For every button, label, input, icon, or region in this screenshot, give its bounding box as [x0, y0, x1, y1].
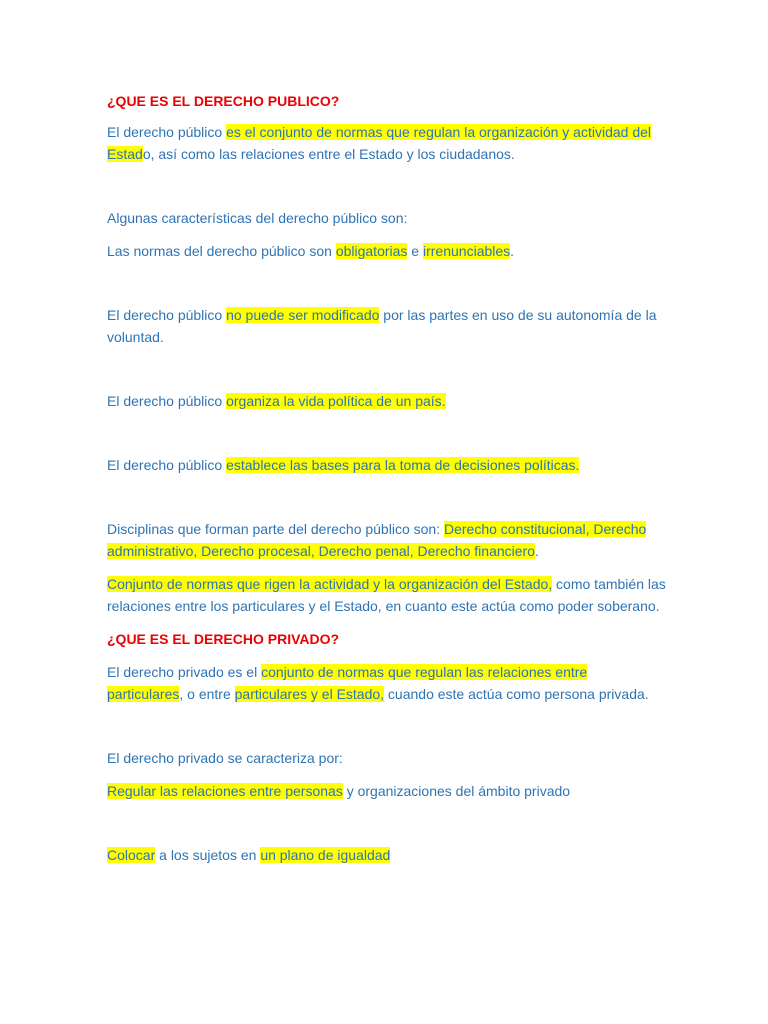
- text-run: .: [510, 243, 515, 259]
- highlighted-text: Conjunto de normas que rigen la actividad y la organización del Estado,: [107, 576, 553, 592]
- text-run: El derecho privado se caracteriza por:: [107, 750, 343, 766]
- text-run: como también las relaciones entre los particulares y el Estado, en cuanto este actúa como poder soberano.: [107, 576, 666, 614]
- document-body: [107, 90, 667, 866]
- text-run: , o entre: [179, 686, 235, 702]
- highlighted-text: no puede ser modificado: [226, 307, 380, 323]
- paragraph-disciplinas: [107, 518, 667, 562]
- text-run: a los sujetos en: [155, 847, 261, 863]
- paragraph-conjunto-normas: [107, 573, 667, 617]
- highlighted-text: Colocar: [107, 847, 156, 863]
- text-run: El derecho público: [107, 457, 227, 473]
- text-run: El derecho privado es el: [107, 664, 262, 680]
- paragraph-normas-obligatorias: [107, 240, 667, 262]
- paragraph-definicion-publico: [107, 121, 667, 165]
- highlighted-text: particulares y el Estado,: [234, 686, 385, 702]
- paragraph-privado-caracteriza: [107, 747, 667, 769]
- text-run: e: [407, 243, 423, 259]
- heading-derecho-publico: ¿QUE ES EL DERECHO PUBLICO?: [107, 93, 340, 109]
- highlighted-text: organiza la vida política de un país.: [226, 393, 446, 409]
- text-run: .: [535, 543, 539, 559]
- highlighted-text: conjunto de normas que regulan las relaciones entre particulares: [107, 664, 588, 702]
- highlighted-text: es el conjunto de normas que regulan la organización y actividad del Estad: [107, 124, 652, 162]
- text-run: o, así como las relaciones entre el Estado y los ciudadanos.: [142, 146, 515, 162]
- text-run: por las partes en uso de su autonomía de la voluntad.: [107, 307, 657, 345]
- paragraph-definicion-privado: [107, 661, 667, 705]
- text-run: El derecho público: [107, 124, 227, 140]
- text-run: El derecho público: [107, 393, 227, 409]
- highlighted-text: Regular las relaciones entre personas: [107, 783, 343, 799]
- highlighted-text: establece las bases para la toma de decisiones políticas.: [226, 457, 580, 473]
- paragraph-establece-bases: [107, 454, 667, 476]
- paragraph-regular-relaciones: [107, 780, 667, 802]
- text-run: Las normas del derecho público son: [107, 243, 336, 259]
- highlighted-text: irrenunciables: [423, 243, 511, 259]
- paragraph-no-modificado: [107, 304, 667, 348]
- highlighted-text: un plano de igualdad: [260, 847, 391, 863]
- highlighted-text: Derecho constitucional, Derecho administrativo, Derecho procesal, Derecho penal, Derecho financiero: [107, 521, 647, 559]
- text-run: El derecho público: [107, 307, 227, 323]
- text-run: Disciplinas que forman parte del derecho público son:: [107, 521, 444, 537]
- paragraph-caracteristicas-intro: [107, 207, 667, 229]
- text-run: cuando este actúa como persona privada.: [384, 686, 649, 702]
- paragraph-plano-igualdad: [107, 844, 667, 866]
- text-run: Algunas características del derecho público son:: [107, 210, 408, 226]
- text-run: y organizaciones del ámbito privado: [342, 783, 571, 799]
- heading-derecho-privado: ¿QUE ES EL DERECHO PRIVADO?: [107, 631, 340, 647]
- paragraph-organiza-vida: [107, 390, 667, 412]
- highlighted-text: obligatorias: [335, 243, 408, 259]
